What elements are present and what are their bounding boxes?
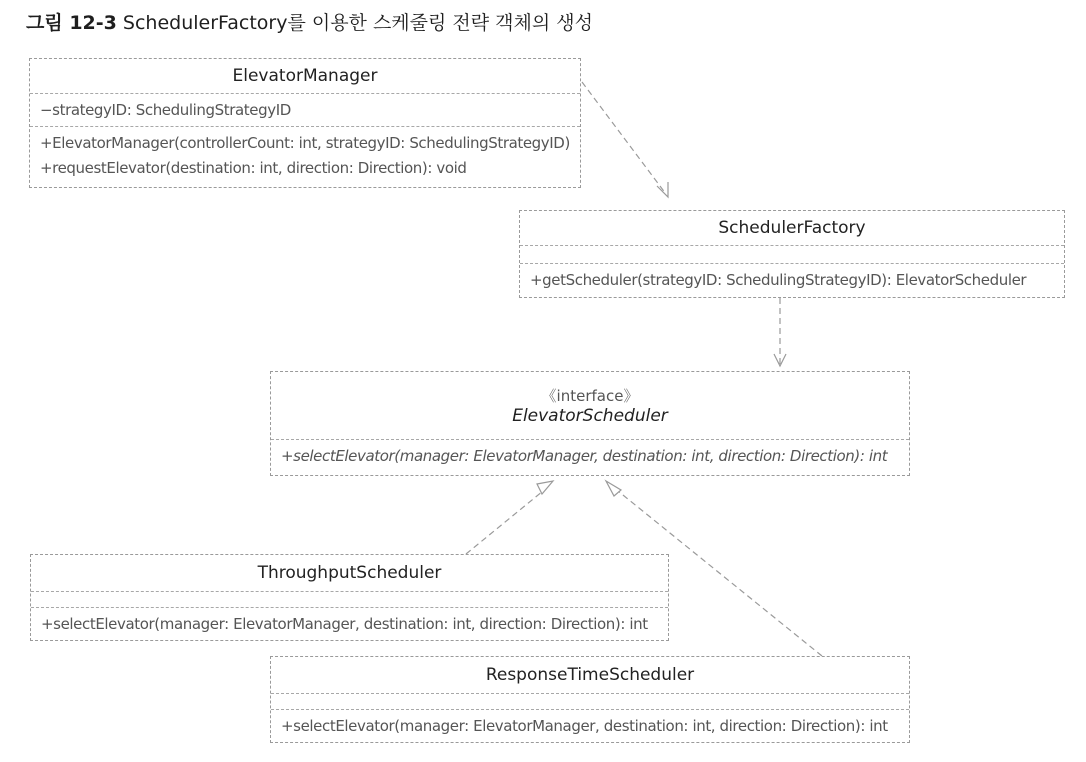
class-name: ResponseTimeScheduler: [271, 657, 909, 694]
realization-triangle-right: [606, 481, 621, 496]
interface-name: ElevatorScheduler: [512, 405, 668, 426]
operations-section: [271, 440, 909, 473]
class-throughput-scheduler: [30, 554, 669, 641]
figure-caption: SchedulerFactory를 이용한 스케줄링 전략 객체의 생성: [122, 12, 593, 34]
realization-triangle-left: [537, 481, 553, 494]
operations-section: [271, 710, 909, 743]
operation: +selectElevator(manager: ElevatorManager, destination: int, direction: Direction): int: [41, 615, 648, 633]
figure-number: 그림 12-3: [26, 12, 117, 34]
operation: +ElevatorManager(controllerCount: int, strategyID: SchedulingStrategyID): [40, 134, 570, 152]
operations-section: [31, 608, 668, 641]
interface-elevator-scheduler: [270, 371, 910, 476]
operation: +getScheduler(strategyID: SchedulingStrategyID): ElevatorScheduler: [530, 271, 1027, 289]
class-elevator-manager: [29, 58, 581, 188]
stereotype-label: 《interface》: [541, 386, 639, 405]
class-response-time-scheduler: [270, 656, 910, 743]
interface-header: [271, 372, 909, 440]
class-name: SchedulerFactory: [520, 211, 1064, 246]
class-name: ElevatorManager: [30, 59, 580, 94]
attributes-section: [30, 94, 580, 127]
attributes-section: [271, 694, 909, 710]
operations-section: [520, 264, 1064, 297]
operation: +selectElevator(manager: ElevatorManager, destination: int, direction: Direction): int: [281, 717, 888, 735]
dependency-manager-factory: [582, 82, 666, 194]
attribute: −strategyID: SchedulingStrategyID: [40, 101, 291, 119]
class-scheduler-factory: [519, 210, 1065, 298]
operations-section: [30, 127, 580, 185]
class-name: ThroughputScheduler: [31, 555, 668, 592]
operation: +selectElevator(manager: ElevatorManager, destination: int, direction: Direction): int: [281, 447, 888, 465]
attributes-section: [520, 246, 1064, 264]
attributes-section: [31, 592, 668, 608]
realization-throughput: [466, 491, 543, 554]
operation: +requestElevator(destination: int, direction: Direction): void: [40, 159, 467, 177]
